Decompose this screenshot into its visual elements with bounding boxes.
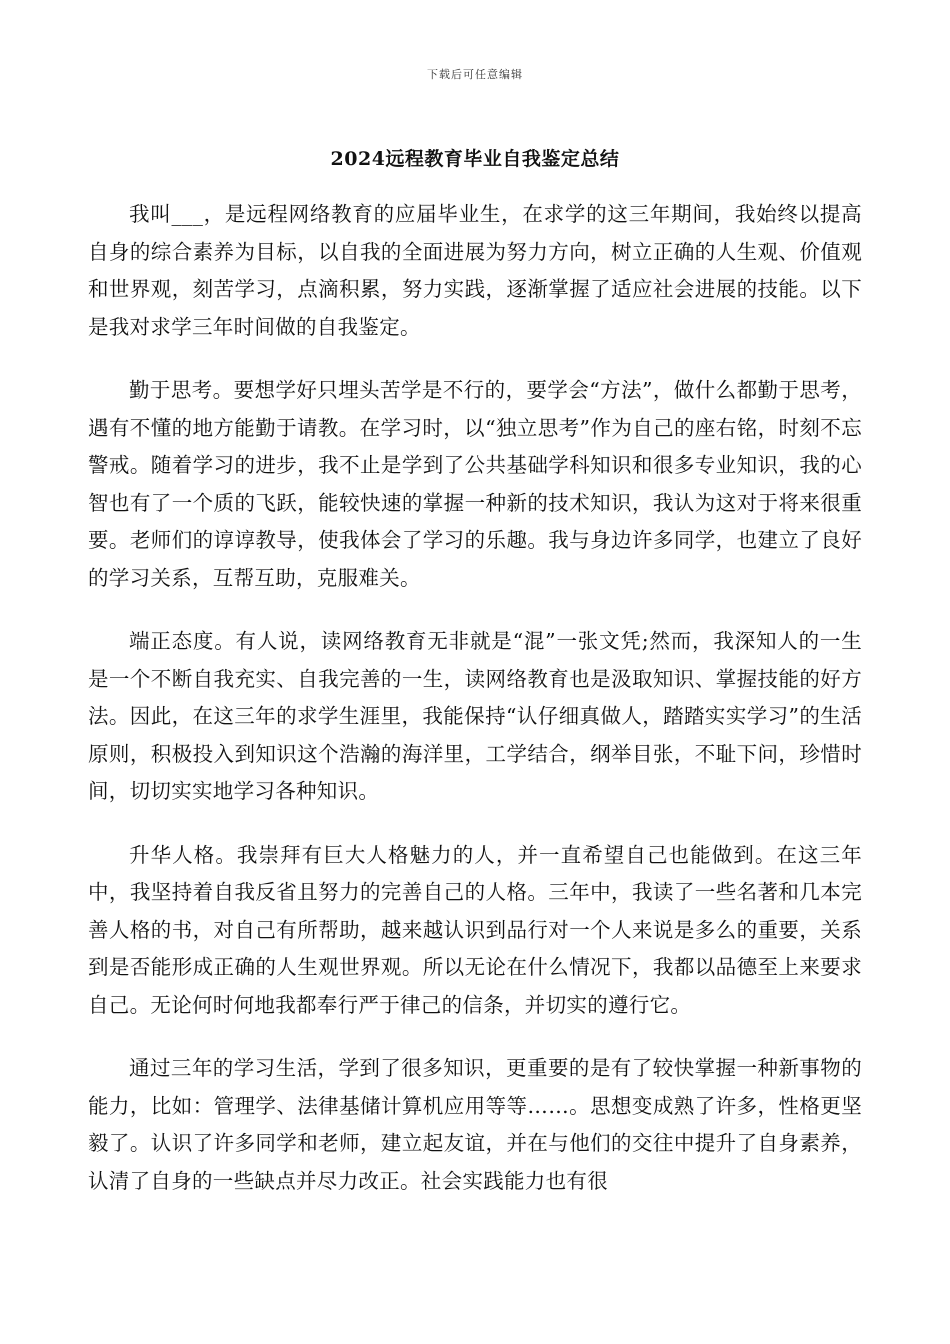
document-body (88, 196, 862, 1226)
paragraph-thinking: 勤于思考。要想学好只埋头苦学是不行的，要学会“方法”，做什么都勤于思考，遇有不懂的地方能勤于请教。在学习时，以“独立思考”作为自己的座右铭，时刻不忘警戒。随着学习的进步，我不止是学到了公共基础学科知识和很多专业知识，我的心智也有了一个质的飞跃，能较快速的掌握一种新的技术知识，我认为这对于将来很重要。老师们的谆谆教导，使我体会了学习的乐趣。我与身边许多同学，也建立了良好的学习关系，互帮互助，克服难关。 (88, 378, 862, 590)
paragraph-summary: 通过三年的学习生活，学到了很多知识，更重要的是有了较快掌握一种新事物的能力，比如：管理学、法律基储计算机应用等等……。思想变成熟了许多，性格更坚毅了。认识了许多同学和老师，建立起友谊，并在与他们的交往中提升了自身素养，认清了自身的一些缺点并尽力改正。社会实践能力也有很 (88, 1056, 862, 1193)
paragraph-intro: 我叫___，是远程网络教育的应届毕业生，在求学的这三年期间，我始终以提高自身的综合素养为目标，以自我的全面进展为努力方向，树立正确的人生观、价值观和世界观，刻苦学习，点滴积累，努力实践，逐渐掌握了适应社会进展的技能。以下是我对求学三年时间做的自我鉴定。 (88, 202, 862, 339)
document-title: 2024远程教育毕业自我鉴定总结 (330, 148, 620, 170)
paragraph-character: 升华人格。我崇拜有巨大人格魅力的人，并一直希望自己也能做到。在这三年中，我坚持着自我反省且努力的完善自己的人格。三年中，我读了一些名著和几本完善人格的书，对自己有所帮助，越来越认识到品行对一个人来说是多么的重要，关系到是否能形成正确的人生观世界观。所以无论在什么情况下，我都以品德至上来要求自己。无论何时何地我都奉行严于律己的信条，并切实的遵行它。 (88, 842, 862, 1017)
header-note: 下载后可任意编辑 (427, 68, 523, 81)
paragraph-attitude: 端正态度。有人说，读网络教育无非就是“混”一张文凭;然而，我深知人的一生是一个不断自我充实、自我完善的一生，读网络教育也是汲取知识、掌握技能的好方法。因此，在这三年的求学生涯里，我能保持“认仔细真做人，踏踏实实学习”的生活原则，积极投入到知识这个浩瀚的海洋里，工学结合，纲举目张，不耻下问，珍惜时间，切切实实地学习各种知识。 (88, 629, 862, 803)
